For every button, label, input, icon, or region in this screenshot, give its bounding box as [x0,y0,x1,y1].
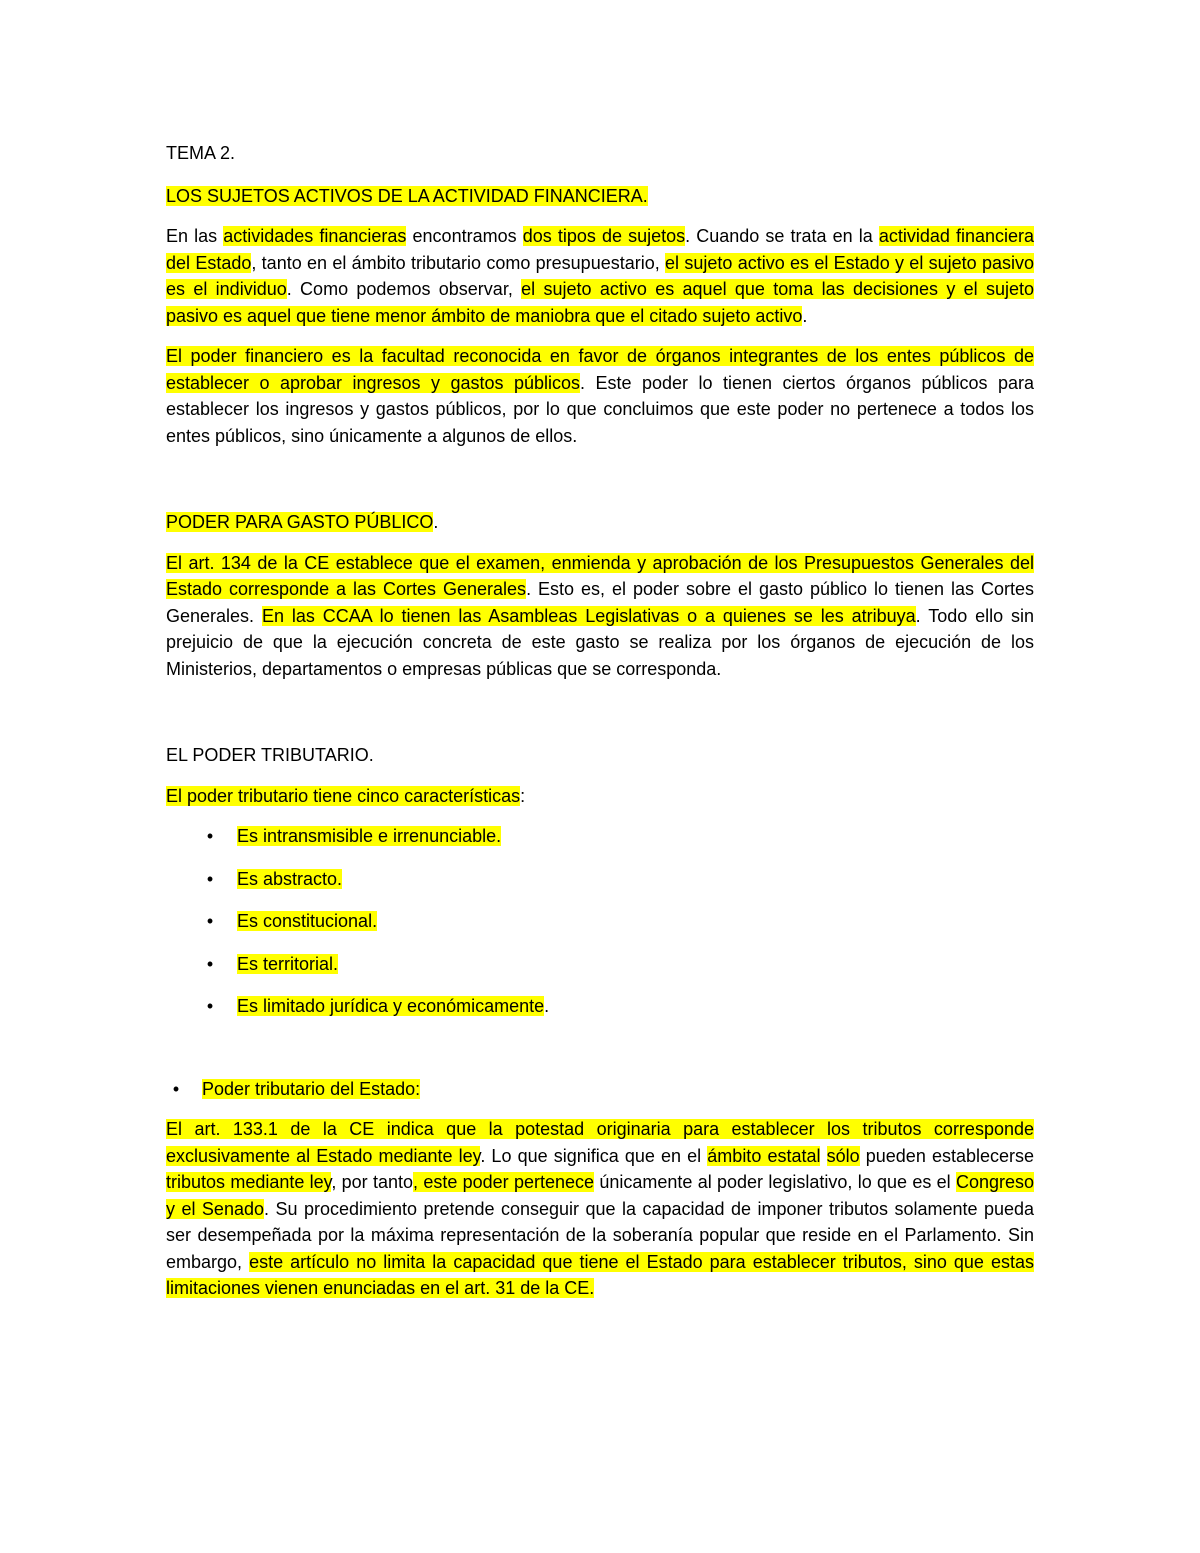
text-run: encontramos [406,226,523,246]
bullet-icon: • [172,1078,180,1099]
list-item [166,993,1034,1020]
list-item-text: Es limitado jurídica y económicamente [237,996,545,1016]
section1-heading [166,183,1034,210]
highlighted-text: el sujeto activo es aquel que toma las decisiones y el sujeto pasivo es aquel que tiene menor ámbito de maniobra que el citado sujeto activo [166,279,1035,326]
text-run: , por tanto [331,1172,414,1192]
list-item [166,908,1034,935]
spacer [166,1036,1034,1076]
list-item-text: Es territorial. [237,953,339,974]
highlighted-text: actividades financieras [223,226,407,246]
text-run: . Lo que significa que en el [480,1145,708,1166]
text-run: , tanto en el ámbito tributario como presupuestario, [251,252,666,273]
document-title: TEMA 2. [166,143,236,163]
section3-intro [166,783,1034,810]
text-run: . Este poder lo tienen ciertos órganos públicos para establecer los ingresos y gastos públicos, por lo que concluimos que este poder no pertenece a todos los entes públicos, sino únicamente a algunos de ellos. [166,372,1035,446]
section2-heading [166,509,1034,536]
text-run: pueden establecerse [859,1145,1035,1166]
text-run [820,1146,826,1166]
list-item [166,866,1034,893]
text-run: únicamente al poder legislativo, lo que es el [594,1172,956,1192]
section3-heading: EL PODER TRIBUTARIO. [166,745,374,765]
highlighted-text: dos tipos de sujetos [522,226,686,246]
highlighted-text: El poder financiero es la facultad reconocida en favor de órganos integrantes de los entes públicos de establecer o aprobar ingresos y gastos públicos [166,346,1034,393]
sub-heading-text: Poder tributario del Estado: [202,1078,421,1099]
bullet-icon: • [206,953,214,974]
text-run: . Todo ello sin prejuicio de que la ejecución concreta de este gasto se realiza por los órganos de ejecución de los Ministerios, departamentos o empresas públicas que se corresponda. [166,605,1034,679]
highlighted-text: El art. 134 de la CE establece que el examen, enmienda y aprobación de los Presupuestos Generales del Estado corresponde a las Cortes Generales [166,552,1034,599]
highlighted-text: ámbito estatal [707,1145,821,1166]
highlighted-text: El poder tributario tiene cinco características [166,785,521,806]
highlighted-text: el sujeto activo es el Estado y el sujeto pasivo es el individuo [166,252,1034,299]
bullet-icon: • [206,911,214,931]
highlighted-text: sólo [826,1145,860,1166]
document-page [166,140,1034,1316]
text-run: En las [166,226,224,246]
highlighted-text: En las CCAA lo tienen las Asambleas Legislativas o a quienes se les atribuya [261,605,916,626]
section2-heading-text: PODER PARA GASTO PÚBLICO [166,512,434,532]
bullet-icon: • [206,996,214,1016]
list-item-text: Es intransmisible e irrenunciable. [237,826,502,846]
section1-heading-text: LOS SUJETOS ACTIVOS DE LA ACTIVIDAD FINANCIERA. [166,185,648,206]
section2-heading-tail: . [433,512,439,532]
highlighted-text: actividad financiera del Estado [166,226,1035,273]
characteristics-list [166,823,1034,1020]
highlighted-text: este artículo no limita la capacidad que tiene el Estado para establecer tributos, sino que estas limitaciones vienen enunciadas en el art. 31 de la CE. [166,1251,1034,1298]
text-run: . [802,305,808,326]
highlighted-text: El art. 133.1 de la CE indica que la potestad originaria para establecer los tributos corresponde exclusivamente al Estado mediante ley [166,1119,1034,1166]
sub-heading [166,1076,1034,1103]
list-item [166,951,1034,978]
text-run: . Como podemos observar, [286,279,522,299]
highlighted-text: , este poder pertenece [413,1172,595,1192]
highlighted-text: Congreso y el Senado [166,1172,1035,1219]
list-item-text: Es abstracto. [237,868,343,889]
text-run: : [520,785,526,806]
text-run: . Su procedimiento pretende conseguir que la capacidad de imponer tributos solamente pueda ser desempeñada por la máxima representación de la soberanía popular que reside en el Parlamento. Sin embargo, [166,1198,1035,1272]
text-run: . Cuando se trata en la [685,226,879,246]
text-run: . Esto es, el poder sobre el gasto público lo tienen las Cortes Generales. [166,579,1034,626]
highlighted-text: tributos mediante ley [166,1172,332,1192]
section1-paragraph-1 [166,223,1034,329]
list-item-text: Es constitucional. [237,911,378,931]
spacer [166,696,1034,742]
bullet-icon: • [206,826,214,846]
section1-paragraph-2 [166,343,1034,449]
section3-paragraph [166,1116,1034,1302]
spacer [166,463,1034,509]
list-item [166,823,1034,850]
bullet-icon: • [206,868,214,889]
section2-paragraph [166,550,1034,683]
list-item-tail: . [544,996,550,1016]
